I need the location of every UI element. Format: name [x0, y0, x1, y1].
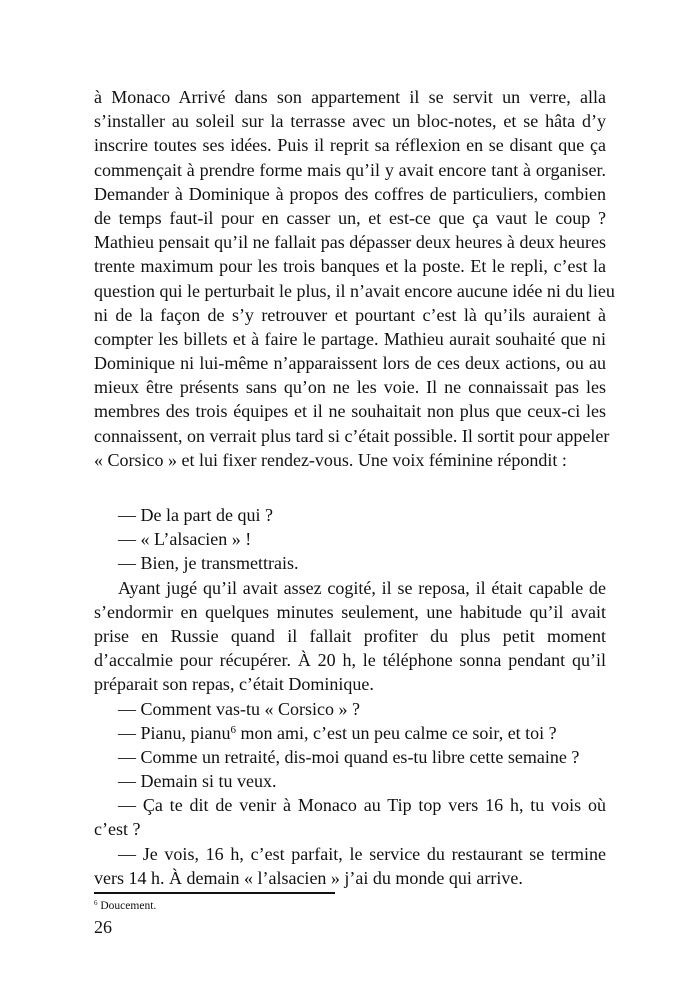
- text-line: à Monaco Arrivé dans son appartement il se servit un verre, alla: [94, 87, 606, 107]
- dialogue-text: — Pianu, pianu: [118, 722, 231, 743]
- page-number: 26: [94, 917, 112, 937]
- text-line: préparait son repas, c’était Dominique.: [94, 674, 374, 695]
- text-line: d’accalmie pour récupérer. À 20 h, le téléphone sonna pendant qu’il: [94, 650, 606, 671]
- text-line: de temps faut-il pour en casser un, et est-ce que ça vaut le coup ?: [94, 207, 606, 228]
- dialogue-line: — Comme un retraité, dis-moi quand es-tu libre cette semaine ?: [118, 746, 580, 767]
- footnote-text: Doucement.: [97, 900, 157, 912]
- footnote-ref[interactable]: 6: [230, 723, 236, 736]
- text-line: prise en Russie quand il fallait profiter du plus petit moment: [94, 625, 606, 646]
- text-line: inscrire toutes ses idées. Puis il reprit sa réflexion en se disant que ça: [94, 135, 606, 156]
- dialogue-line: — Comment vas-tu « Corsico » ?: [118, 698, 360, 719]
- dialogue-line: — Ça te dit de venir à Monaco au Tip top vers 16 h, tu vois où: [118, 795, 606, 816]
- text-line: Demander à Dominique à propos des coffres de particuliers, combien: [94, 183, 606, 204]
- text-line: ni de la façon de s’y retrouver et pourtant c’est là qu’ils auraient à: [94, 304, 606, 325]
- dialogue-line: — Bien, je transmettrais.: [118, 553, 299, 574]
- text-line: mieux être présents sans qu’on ne les voie. Il ne connaissait pas les: [94, 377, 606, 398]
- footnote: [94, 899, 156, 913]
- dialogue-text: mon ami, c’est un peu calme ce soir, et toi ?: [236, 722, 557, 743]
- dialogue-line: — De la part de qui ?: [118, 505, 273, 525]
- dialogue-line: — « L’alsacien » !: [118, 529, 252, 550]
- text-line: Dominique ni lui-même n’apparaissent lors de ces deux actions, ou au: [94, 353, 606, 374]
- dialogue-line: — Je vois, 16 h, c’est parfait, le service du restaurant se termine: [118, 843, 606, 864]
- text-line: s’endormir en quelques minutes seulement, une habitude qu’il avait: [94, 601, 606, 622]
- body-text: [94, 85, 615, 890]
- text-line: membres des trois équipes et il ne souhaitait non plus que ceux-ci les: [94, 401, 606, 422]
- text-line: Ayant jugé qu’il avait assez cogité, il se reposa, il était capable de: [118, 577, 606, 598]
- text-line: connaissent, on verrait plus tard si c’était possible. Il sortit pour appeler: [94, 425, 610, 446]
- text-line: trente maximum pour les trois banques et la poste. Et le repli, c’est la: [94, 256, 606, 277]
- dialogue-line: [94, 721, 606, 745]
- text-line: s’installer au soleil sur la terrasse avec un bloc-notes, et se hâta d’y: [94, 111, 606, 132]
- text-line: compter les billets et à faire le partage. Mathieu aurait souhaité que ni: [94, 328, 606, 349]
- dialogue-line: — Demain si tu veux.: [118, 771, 277, 792]
- footnote-separator: [94, 892, 335, 894]
- footnote-marker: 6: [94, 899, 98, 907]
- text-line: commençait à prendre forme mais qu’il y avait encore tant à organiser.: [94, 159, 606, 180]
- text-line: question qui le perturbait le plus, il n’avait encore aucune idée ni du lieu: [94, 280, 615, 301]
- dialogue-line: vers 14 h. À demain « l’alsacien » j’ai du monde qui arrive.: [94, 867, 523, 888]
- text-line: Mathieu pensait qu’il ne fallait pas dépasser deux heures à deux heures: [94, 232, 606, 253]
- dialogue-line: c’est ?: [94, 819, 141, 840]
- text-line: « Corsico » et lui fixer rendez-vous. Une voix féminine répondit :: [94, 449, 567, 470]
